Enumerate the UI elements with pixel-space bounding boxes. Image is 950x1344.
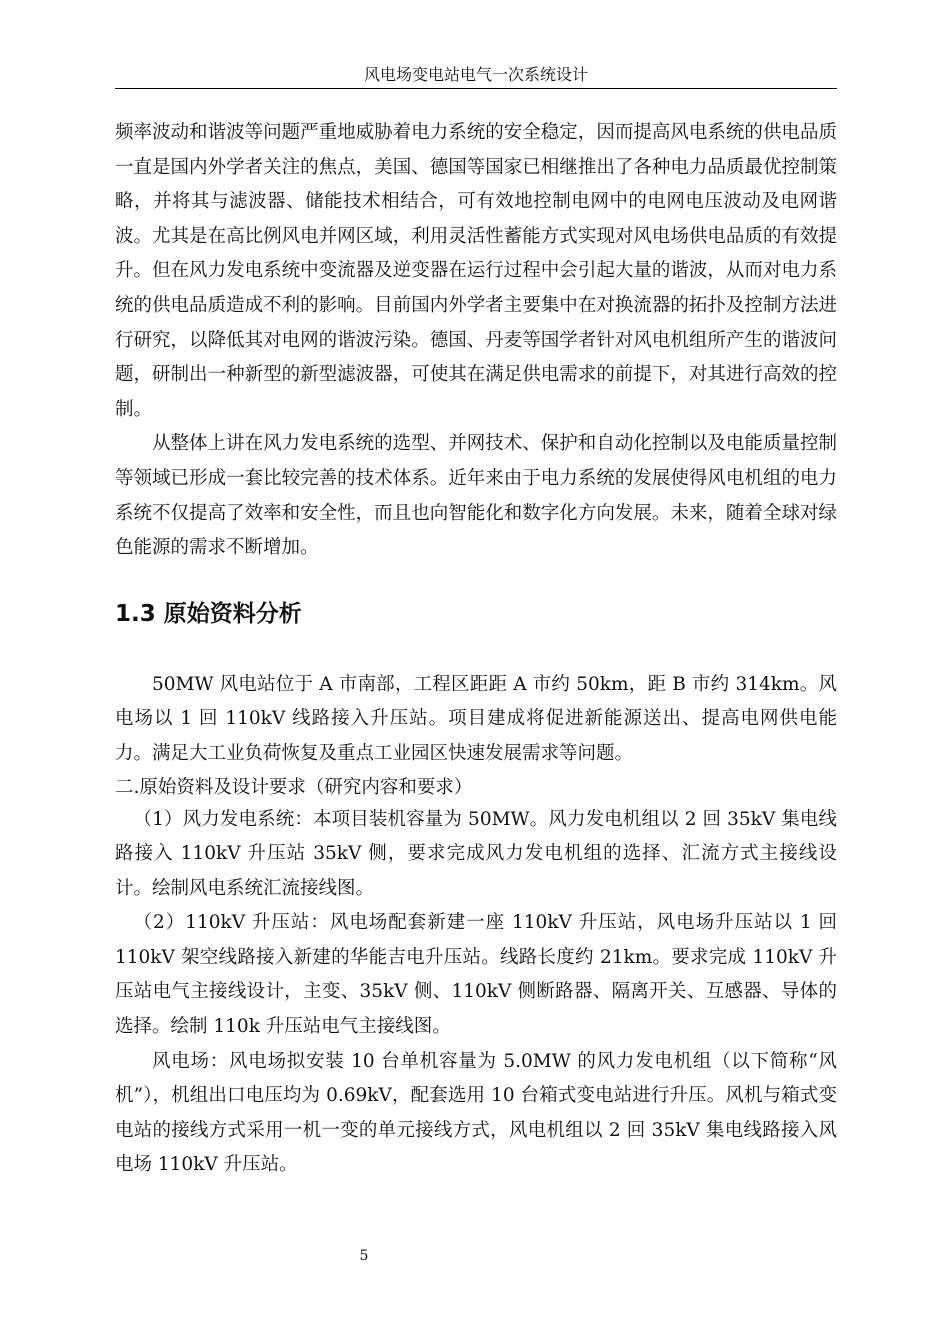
document-body	[115, 116, 837, 1183]
page-header: 风电场变电站电气一次系统设计	[115, 62, 837, 89]
paragraph-requirements-heading: 二.原始资料及设计要求（研究内容和要求）	[115, 776, 473, 798]
paragraph-harmonics: 频率波动和谐波等问题严重地威胁着电力系统的安全稳定，因而提高风电系统的供电品质一直是国内外学者关注的焦点，美国、德国等国家已相继推出了各种电力品质最优控制策略，并将其与滤波器、储能技术相结合，可有效地控制电网中的电网电压波动及电网谐波。尤其是在高比例风电并网区域，利用灵活性蓄能方式实现对风电场供电品质的有效提升。但在风力发电系统中变流器及逆变器在运行过程中会引起大量的谐波，从而对电力系统的供电品质造成不利的影响。目前国内外学者主要集中在对换流器的拓扑及控制方法进行研究，以降低其对电网的谐波污染。德国、丹麦等国学者针对风电机组所产生的谐波问题，研制出一种新型的新型滤波器，可使其在满足供电需求的前提下，对其进行高效的控制。	[115, 122, 837, 420]
paragraph-wind-farm: 风电场：风电场拟安装 10 台单机容量为 5.0MW 的风力发电机组（以下简称“风机”），机组出口电压均为 0.69kV，配套选用 10 台箱式变电站进行升压。风机与箱式变电站的接线方式采用一机一变的单元接线方式，风电机组以 2 回 35kV 集电线路接入风电场 110kV 升压站。	[115, 1050, 837, 1176]
paragraph-site-info: 50MW 风电站位于 A 市南部，工程区距距 A 市约 50km，距 B 市约 314km。风电场以 1 回 110kV 线路接入升压站。项目建成将促进新能源送出、提高电网供电能力。满足大工业负荷恢复及重点工业园区快速发展需求等问题。	[115, 673, 837, 764]
paragraph-requirement-1: （1）风力发电系统：本项目装机容量为 50MW。风力发电机组以 2 回 35kV 集电线路接入 110kV 升压站 35kV 侧，要求完成风力发电机组的选择、汇流方式主接线设计。绘制风电系统汇流接线图。	[115, 808, 837, 899]
section-heading: 1.3 原始资料分析	[115, 600, 302, 627]
paragraph-overview: 从整体上讲在风力发电系统的选型、并网技术、保护和自动化控制以及电能质量控制等领域已形成一套比较完善的技术体系。近年来由于电力系统的发展使得风电机组的电力系统不仅提高了效率和安全性，而且也向智能化和数字化方向发展。未来，随着全球对绿色能源的需求不断增加。	[115, 433, 837, 559]
page-number: 5	[359, 1248, 369, 1264]
paragraph-requirement-2: （2）110kV 升压站：风电场配套新建一座 110kV 升压站，风电场升压站以 1 回 110kV 架空线路接入新建的华能吉电升压站。线路长度约 21km。要求完成 110kV 升压站电气主接线设计，主变、35kV 侧、110kV 侧断路器、隔离开关、互感器、导体的选择。绘制 110k 升压站电气主接线图。	[115, 912, 837, 1038]
